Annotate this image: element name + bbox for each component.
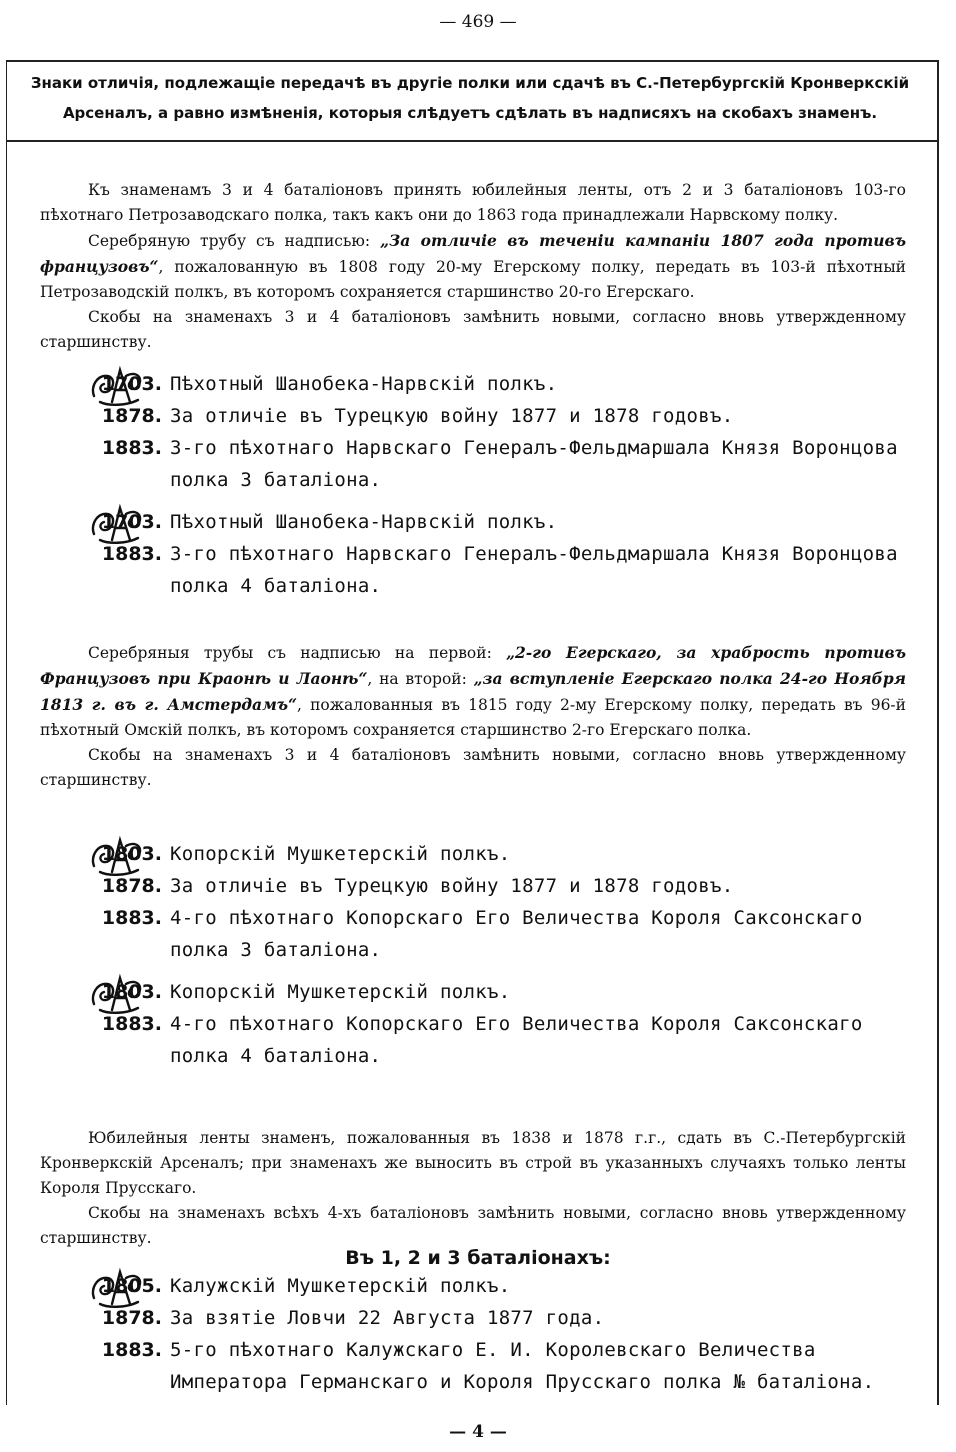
entry-line xyxy=(92,368,922,400)
header-bottom-rule xyxy=(6,140,937,142)
block1-p2: Серебряную трубу съ надписью: „За отличіе въ теченіи кампаніи 1807 года противъ французовъ“, пожалованную въ 1808 году 20-му Егерскому полку, передать въ 103-й пѣхотный Петрозаводскій полкъ, въ которомъ сохраняется старшинство 20-го Егерскаго. xyxy=(40,231,906,301)
block3-p1: Юбилейныя ленты знаменъ, пожалованныя въ 1838 и 1878 г.г., сдать въ С.-Петербургскій Кронверкскій Арсеналъ; при знаменахъ же выносить въ строй въ указанныхъ случаяхъ только ленты Короля Прусскаго. xyxy=(40,1129,906,1197)
entry-year: 1703. xyxy=(101,373,162,395)
section-header: Знаки отличія, подлежащіе передачѣ въ другіе полки или сдачѣ въ С.-Петербургскій Кронверкскій Арсеналъ, а равно измѣненія, которыя слѣдуетъ сдѣлать въ надписяхъ на скобахъ знаменъ. xyxy=(30,74,910,122)
block3-p2: Скобы на знаменахъ всѣхъ 4-хъ баталіоновъ замѣнить новыми, согласно вновь утвержденному старшинству. xyxy=(40,1204,906,1247)
block1-paragraphs xyxy=(40,178,906,355)
entry-year: 1883. xyxy=(101,907,162,929)
entry-year: 1878. xyxy=(101,1307,162,1329)
entry-text: Пѣхотный Шанобека-Нарвскій полкъ. xyxy=(170,373,558,395)
entry-year: 1883. xyxy=(101,437,162,459)
regiment-entry xyxy=(92,838,922,966)
block1-p3: Скобы на знаменахъ 3 и 4 баталіоновъ замѣнить новыми, согласно вновь утвержденному старшинству. xyxy=(40,308,906,351)
entry-line xyxy=(92,1334,922,1398)
entries-group-2 xyxy=(92,838,922,1082)
entry-year: 1703. xyxy=(101,511,162,533)
block1-p1: Къ знаменамъ 3 и 4 баталіоновъ принять юбилейныя ленты, отъ 2 и 3 баталіоновъ 103-го пѣхотнаго Петрозаводскаго полка, такъ какъ они до 1863 года принадлежали Нарвскому полку. xyxy=(40,181,906,224)
entry-text: Копорскій Мушкетерскій полкъ. xyxy=(170,843,511,865)
regiment-entry xyxy=(92,1270,922,1398)
entry-line xyxy=(92,432,922,496)
entry-year: 1805. xyxy=(101,1275,162,1297)
footer-page-number: — 4 — xyxy=(449,1422,507,1442)
entry-text: За взятіе Ловчи 22 Августа 1877 года. xyxy=(170,1307,605,1329)
entry-year: 1878. xyxy=(101,405,162,427)
entry-year: 1803. xyxy=(101,981,162,1003)
imperial-monogram-icon xyxy=(86,362,150,410)
entry-line xyxy=(92,870,922,902)
page-number: — 469 — xyxy=(439,12,517,32)
entry-text: Копорскій Мушкетерскій полкъ. xyxy=(170,981,511,1003)
block2-p2: Скобы на знаменахъ 3 и 4 баталіоновъ замѣнить новыми, согласно вновь утвержденному старшинству. xyxy=(40,746,906,789)
block2-paragraphs xyxy=(40,640,906,793)
entry-line xyxy=(92,902,922,966)
entry-year: 1883. xyxy=(101,543,162,565)
entry-line xyxy=(92,838,922,870)
entries-group-3 xyxy=(92,1270,922,1408)
imperial-monogram-icon xyxy=(86,832,150,880)
entry-line xyxy=(92,1302,922,1334)
entry-year: 1883. xyxy=(101,1013,162,1035)
imperial-monogram-icon xyxy=(86,500,150,548)
imperial-monogram-icon xyxy=(86,970,150,1018)
block2-p1: Серебряныя трубы съ надписью на первой: „2-го Егерскаго, за храбрость противъ Французовъ при Краонѣ и Лаонѣ“, на второй: „за вступленіе Егерскаго полка 24-го Ноября 1813 г. въ г. Амстердамъ“, пожалованныя въ 1815 году 2-му Егерскому полку, передать въ 96-й пѣхотный Омскій полкъ, въ которомъ сохраняется старшинство 2-го Егерскаго полка. xyxy=(40,643,907,739)
regiment-entry xyxy=(92,976,922,1072)
entry-text: За отличіе въ Турецкую войну 1877 и 1878 годовъ. xyxy=(170,875,734,897)
entry-text: 4-го пѣхотнаго Копорскаго Его Величества Короля Саксонскаго полка 4 баталіона. xyxy=(170,1013,863,1067)
entry-line xyxy=(92,400,922,432)
block3-paragraphs xyxy=(40,1126,906,1251)
entry-year: 1878. xyxy=(101,875,162,897)
imperial-monogram-icon xyxy=(86,1264,150,1312)
entry-text: 3-го пѣхотнаго Нарвскаго Генералъ-Фельдмаршала Князя Воронцова полка 3 баталіона. xyxy=(170,437,898,491)
battalions-title: Въ 1, 2 и 3 баталіонахъ: xyxy=(345,1247,611,1269)
entry-text: Пѣхотный Шанобека-Нарвскій полкъ. xyxy=(170,511,558,533)
entry-line xyxy=(92,538,922,602)
entry-year: 1883. xyxy=(101,1339,162,1361)
entry-line xyxy=(92,506,922,538)
entry-text: За отличіе въ Турецкую войну 1877 и 1878 годовъ. xyxy=(170,405,734,427)
left-border xyxy=(6,60,7,1405)
entry-text: Калужскій Мушкетерскій полкъ. xyxy=(170,1275,511,1297)
entry-text: 4-го пѣхотнаго Копорскаго Его Величества Короля Саксонскаго полка 3 баталіона. xyxy=(170,907,863,961)
right-border xyxy=(937,60,939,1405)
regiment-entry xyxy=(92,368,922,496)
header-top-rule xyxy=(6,60,937,62)
entry-year: 1803. xyxy=(101,843,162,865)
entry-line xyxy=(92,976,922,1008)
entry-text: 5-го пѣхотнаго Калужскаго Е. И. Королевскаго Величества Императора Германскаго и Короля Прусскаго полка № баталіона. xyxy=(170,1339,875,1393)
entries-group-1 xyxy=(92,368,922,612)
entry-line xyxy=(92,1008,922,1072)
entry-text: 3-го пѣхотнаго Нарвскаго Генералъ-Фельдмаршала Князя Воронцова полка 4 баталіона. xyxy=(170,543,898,597)
entry-line xyxy=(92,1270,922,1302)
regiment-entry xyxy=(92,506,922,602)
